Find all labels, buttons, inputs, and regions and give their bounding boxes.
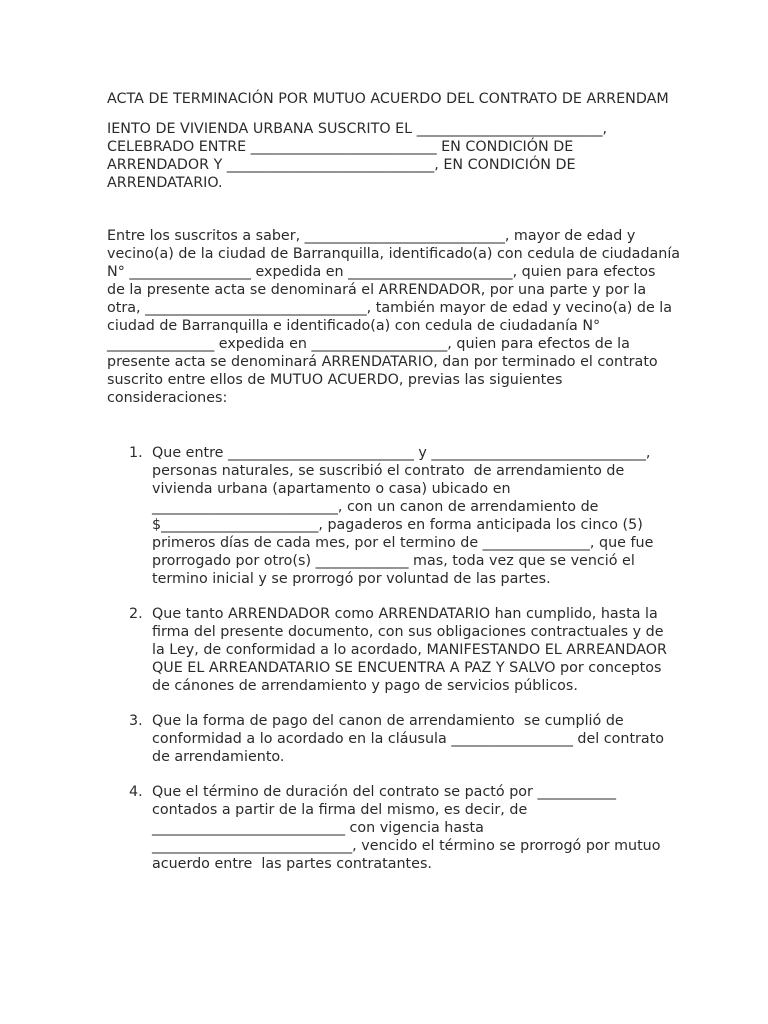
consideration-item — [107, 605, 667, 695]
document-page — [107, 90, 681, 890]
consideration-line: contados a partir de la firma del mismo, es decir, de — [152, 802, 528, 818]
consideration-line: acuerdo entre las partes contratantes. — [152, 856, 432, 872]
document-title: ACTA DE TERMINACIÓN POR MUTUO ACUERDO DEL CONTRATO DE ARRENDAM — [107, 91, 669, 107]
consideration-line: vivienda urbana (apartamento o casa) ubicado en — [152, 481, 511, 497]
intro-line: otra, _______________________________, también mayor de edad y vecino(a) de la — [107, 300, 673, 316]
intro-paragraph — [107, 227, 681, 407]
header-line: IENTO DE VIVIENDA URBANA SUSCRITO EL __________________________, — [107, 121, 608, 137]
considerations-list — [107, 444, 667, 873]
list-number: 3. — [129, 713, 143, 729]
header-line: CELEBRADO ENTRE __________________________ EN CONDICIÓN DE — [107, 139, 574, 155]
consideration-line: de arrendamiento. — [152, 749, 285, 765]
consideration-line: ____________________________, vencido el término se prorrogó por mutuo — [152, 838, 661, 854]
consideration-line: Que tanto ARRENDADOR como ARRENDATARIO han cumplido, hasta la — [152, 606, 658, 622]
list-number: 4. — [129, 784, 143, 800]
intro-line: _______________ expedida en ___________________, quien para efectos de la — [107, 336, 630, 352]
intro-line: N° _________________ expedida en _______________________, quien para efectos — [107, 264, 656, 280]
consideration-line: $______________________, pagaderos en forma anticipada los cinco (5) — [152, 517, 643, 533]
consideration-line: termino inicial y se prorrogó por voluntad de las partes. — [152, 571, 551, 587]
consideration-line: ___________________________ con vigencia hasta — [152, 820, 484, 836]
consideration-line: primeros días de cada mes, por el termino de _______________, que fue — [152, 535, 654, 551]
consideration-line: prorrogado por otro(s) _____________ mas, toda vez que se venció el — [152, 553, 635, 569]
intro-line: Entre los suscritos a saber, ____________________________, mayor de edad y — [107, 228, 636, 244]
consideration-line: Que entre __________________________ y ______________________________, — [152, 445, 651, 461]
list-number: 2. — [129, 606, 143, 622]
consideration-line: QUE EL ARREANDATARIO SE ENCUENTRA A PAZ Y SALVO por conceptos — [152, 660, 662, 676]
consideration-line: conformidad a lo acordado en la cláusula _________________ del contrato — [152, 731, 665, 747]
intro-line: vecino(a) de la ciudad de Barranquilla, identificado(a) con cedula de ciudadanía — [107, 246, 681, 262]
intro-line: suscrito entre ellos de MUTUO ACUERDO, previas las siguientes — [107, 372, 563, 388]
consideration-item — [107, 444, 667, 588]
intro-line: presente acta se denominará ARRENDATARIO, dan por terminado el contrato — [107, 354, 658, 370]
list-number: 1. — [129, 445, 143, 461]
consideration-line: personas naturales, se suscribió el contrato de arrendamiento de — [152, 463, 625, 479]
title-continuation — [107, 120, 667, 192]
consideration-item — [107, 783, 667, 873]
consideration-line: Que el término de duración del contrato se pactó por ___________ — [152, 784, 617, 800]
consideration-line: Que la forma de pago del canon de arrendamiento se cumplió de — [152, 713, 624, 729]
consideration-line: __________________________, con un canon de arrendamiento de — [152, 499, 599, 515]
consideration-line: de cánones de arrendamiento y pago de servicios públicos. — [152, 678, 578, 694]
consideration-item — [107, 712, 667, 766]
intro-line: ciudad de Barranquilla e identificado(a) con cedula de ciudadanía N° — [107, 318, 601, 334]
intro-line: consideraciones: — [107, 390, 228, 406]
consideration-line: la Ley, de conformidad a lo acordado, MANIFESTANDO EL ARREANDAOR — [152, 642, 667, 658]
header-line: ARRENDATARIO. — [107, 175, 223, 191]
intro-line: de la presente acta se denominará el ARRENDADOR, por una parte y por la — [107, 282, 647, 298]
consideration-line: firma del presente documento, con sus obligaciones contractuales y de — [152, 624, 664, 640]
header-line: ARRENDADOR Y _____________________________, EN CONDICIÓN DE — [107, 157, 576, 173]
